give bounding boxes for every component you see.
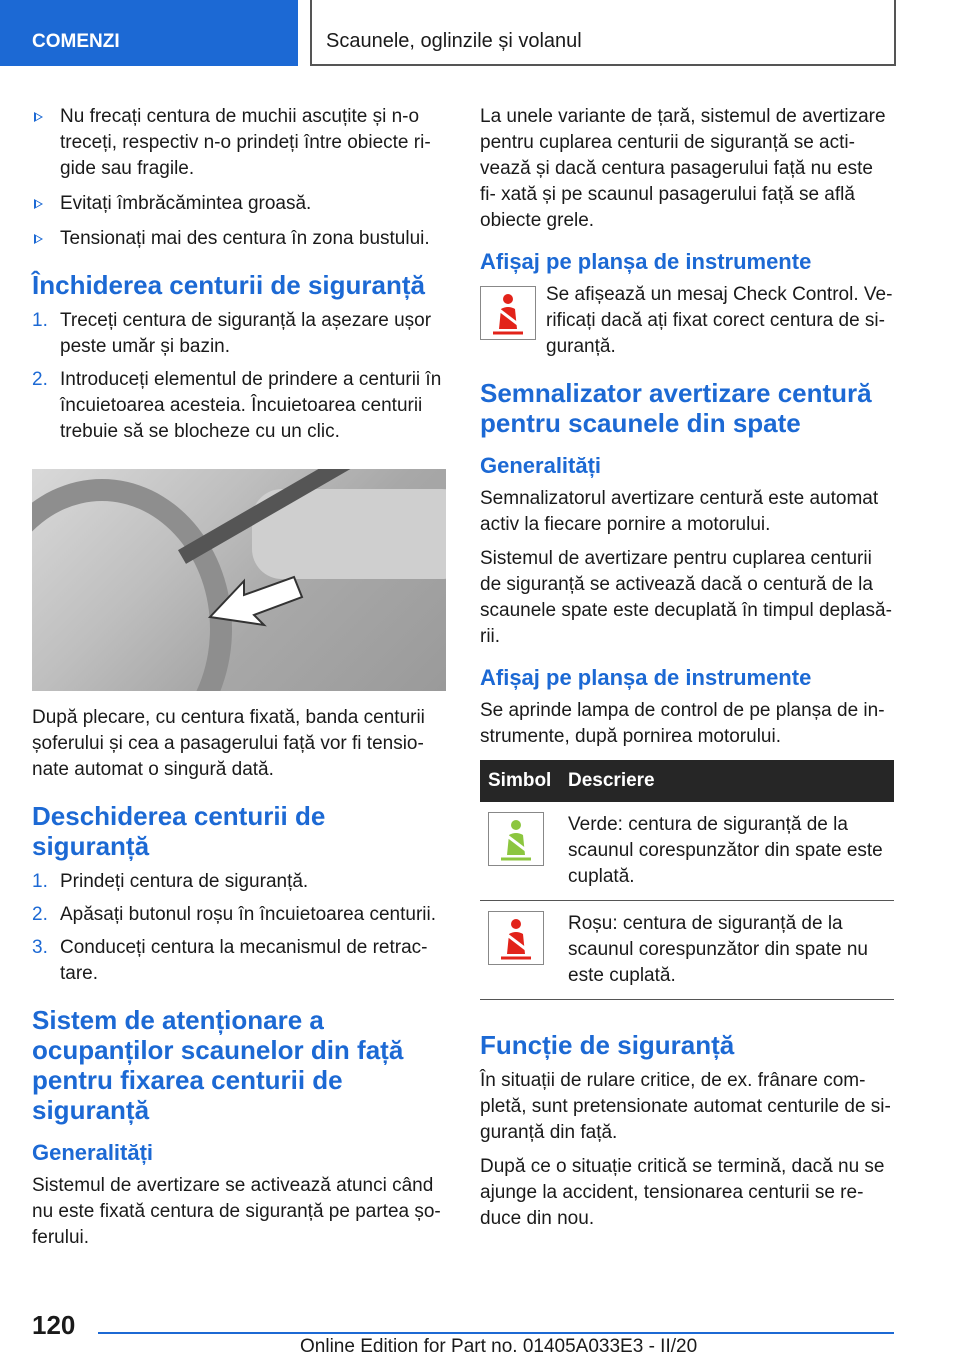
list-item: 1. Treceți centura de siguranță la așezare ușor peste umăr și bazin. [32,310,432,357]
list-item: 2. Introduceți elementul de prindere a centurii în încuietoarea acesteia. Încuietoarea centurii trebuie să se blocheze cu un clic. [32,369,442,442]
page-footer [0,1290,960,1362]
general-text: Sistemul de avertizare se activează atunci când nu este fixată centura de siguranță pe partea șo- ferului. [32,1175,441,1248]
left-column [32,104,446,1259]
page-number: 120 [32,1310,76,1340]
bullet-triangle-icon [34,234,43,244]
bullet-triangle-icon [34,199,43,209]
seatbelt-red-icon [480,286,536,340]
symbol-table [480,760,894,1000]
table-header-description: Descriere [560,760,894,802]
list-item: Tensionați mai des centura în zona bustului. [32,226,446,252]
table-row: Roșu: centura de siguranță de la scaunul corespunzător din spate nu este cuplată. [480,901,894,1000]
function-text: După ce o situație critică se termină, dacă nu se ajunge la accident, tensionarea centurii se re- duce din nou. [480,1156,885,1229]
general-text: Semnalizatorul avertizare centură este automat activ la fiecare pornire a motorului. [480,488,879,535]
seatbelt-green-icon [488,812,544,866]
chapter-title: Scaunele, oglinzile și volanul [312,0,896,66]
seat-belt-photo [32,469,446,691]
list-item: 2. Apăsați butonul roșu în încuietoarea centurii. [32,904,437,925]
heading-general: Generalități [480,453,602,478]
display-text: Se aprinde lampa de control de pe planșa de in- strumente, după pornirea motorului. [480,700,885,747]
heading-general: Generalități [32,1140,154,1165]
function-text: În situații de rulare critice, de ex. frânare com- pletă, sunt pretensionate automat centurile de si- guranță din față. [480,1070,891,1143]
list-item: 1. Prindeți centura de siguranță. [32,871,309,892]
table-header-symbol: Simbol [480,760,560,802]
intro-text: La unele variante de țară, sistemul de avertizare pentru cuplarea centurii de siguranță se acti- vează și dacă centura pasagerului față nu este fi- xată și pe scaunul pasagerului față se află obiecte grele. [480,106,886,231]
heading-warning-system: Sistem de atenționare a ocupanților scaunelor din față pentru fixarea centurii de siguranță [32,1005,404,1125]
right-column [480,104,894,1240]
after-photo-text: După plecare, cu centura fixată, banda centurii șoferului și cea a pasagerului față vor fi tensio- nate automat o singură dată. [32,707,425,780]
list-item: 3. Conduceți centura la mecanismul de retrac- tare. [32,937,428,984]
heading-unfasten-belt: Deschiderea centurii de siguranță [32,801,326,861]
heading-rear-warning: Semnalizator avertizare centură pentru scaunele din spate [480,378,872,438]
seatbelt-red-icon [488,911,544,965]
display-text: Se afișează un mesaj Check Control. Ve- rificați dacă ați fixat corect centura de si- guranță. [546,284,893,357]
table-row: Verde: centura de siguranță de la scaunul corespunzător din spate este cuplată. [480,802,894,901]
check-control-row [480,282,894,360]
arrow-icon [32,469,446,691]
footer-divider [98,1332,894,1334]
list-item: Evitați îmbrăcămintea groasă. [32,191,446,217]
heading-fasten-belt: Închiderea centurii de siguranță [32,270,425,300]
section-tab[interactable]: COMENZI [0,0,298,66]
bullet-triangle-icon [34,112,43,122]
heading-display: Afișaj pe planșa de instrumente [480,249,812,274]
edition-text: Online Edition for Part no. 01405A033E3 - II/20 [300,1336,698,1357]
general-text: Sistemul de avertizare pentru cuplarea centurii de siguranță se activează dacă o centură de la scaunele spate este decuplată în timpul deplasă- rii. [480,548,892,647]
page-header [0,0,960,66]
list-item: Nu frecați centura de muchii ascuțite și n-o treceți, respectiv n-o prindeți între obiecte ri- gide sau fragile. [32,104,446,182]
heading-display: Afișaj pe planșa de instrumente [480,665,812,690]
heading-safety-function: Funcție de siguranță [480,1030,735,1060]
